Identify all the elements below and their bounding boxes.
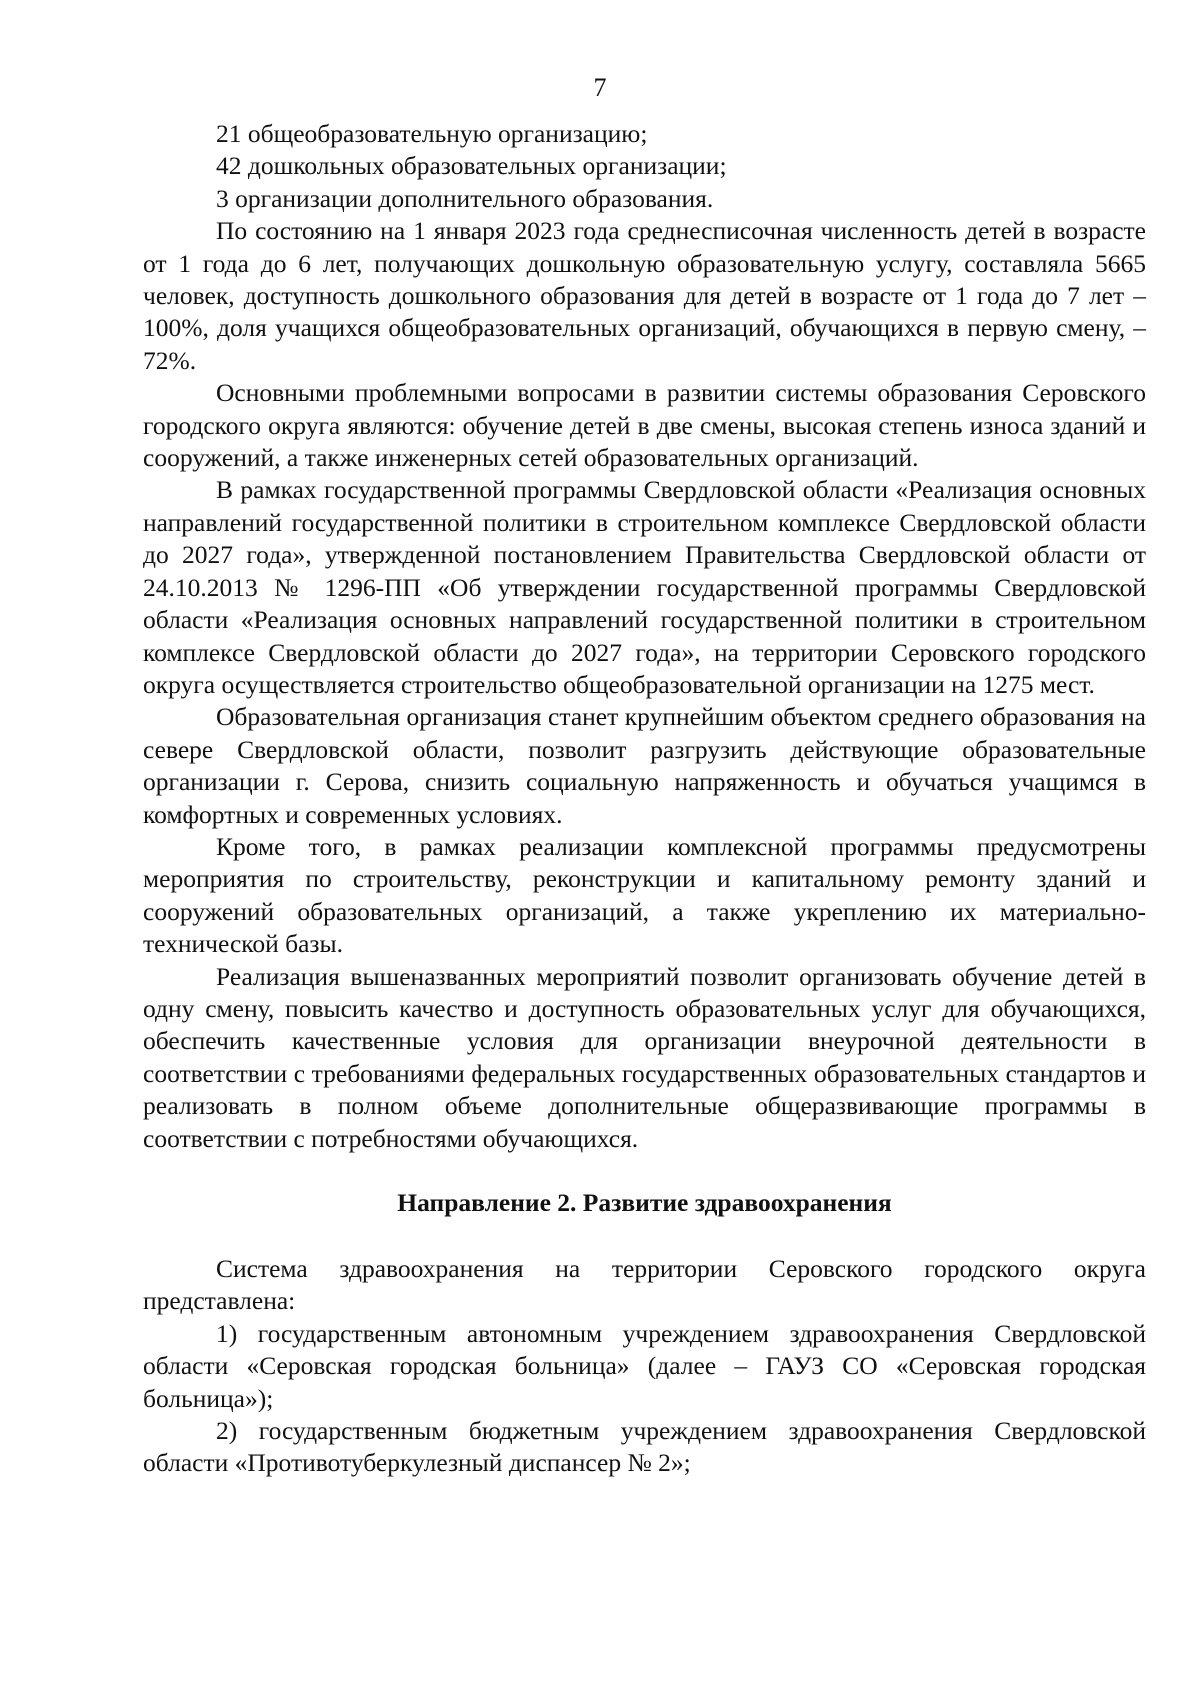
paragraph: 3 организации дополнительного образования.	[216, 183, 714, 213]
paragraph: По состоянию на 1 января 2023 года среднесписочная численность детей в возрасте от 1 года до 6 лет, получающих дошкольную образовательную услугу, составляла 5665 человек, доступность дошкольного образования для детей в возрасте от 1 года до 7 лет – 100%, доля учащихся общеобразовательных организаций, обучающихся в первую смену, – 72%.	[143, 216, 1146, 375]
section-heading: Направление 2. Развитие здравоохранения	[397, 1188, 892, 1217]
paragraph: Система здравоохранения на территории Серовского городского округа представлена:	[143, 1254, 1146, 1316]
paragraph: Образовательная организация станет крупнейшим объектом среднего образования на севере Свердловской области, позволит разгрузить действующие образовательные организации г. Серова, снизить социальную напряженность и обучаться учащимся в комфортных и современных условиях.	[143, 702, 1146, 829]
document-body	[143, 118, 1146, 1480]
paragraph: 21 общеобразовательную организацию;	[216, 119, 648, 148]
paragraph: Реализация вышеназванных мероприятий позволит организовать обучение детей в одну смену, повысить качество и доступность образовательных услуг для обучающихся, обеспечить качественные условия для организации внеурочной деятельности в соответствии с требованиями федеральных государственных образовательных стандартов и реализовать в полном объеме дополнительные общеразвивающие программы в соответствии с потребностями обучающихся.	[143, 961, 1146, 1153]
paragraph: 1) государственным автономным учреждением здравоохранения Свердловской области «Серовская городская больница» (далее – ГАУЗ СО «Серовская городская больница»);	[143, 1318, 1146, 1413]
paragraph: 2) государственным бюджетным учреждением здравоохранения Свердловской области «Противотуберкулезный диспансер № 2»;	[143, 1416, 1146, 1478]
paragraph: Основными проблемными вопросами в развитии системы образования Серовского городского округа являются: обучение детей в две смены, высокая степень износа зданий и сооружений, а также инженерных сетей образовательных организаций.	[143, 378, 1146, 473]
paragraph: Кроме того, в рамках реализации комплексной программы предусмотрены мероприятия по строительству, реконструкции и капитальному ремонту зданий и сооружений образовательных организаций, а также укреплению их материально-технической базы.	[143, 831, 1146, 959]
paragraph: В рамках государственной программы Свердловской области «Реализация основных направлений государственной политики в строительном комплексе Свердловской области до 2027 года», утвержденной постановлением Правительства Свердловской области от 24.10.2013 № 1296-ПП «Об утверждении государственной программы Свердловской области «Реализация основных направлений государственной политики в строительном комплексе Свердловской области до 2027 года», на территории Серовского городского округа осуществляется строительство общеобразовательной организации на 1275 мест.	[143, 475, 1146, 699]
page-number: 7	[593, 73, 607, 102]
paragraph: 42 дошкольных образовательных организации;	[216, 151, 727, 181]
